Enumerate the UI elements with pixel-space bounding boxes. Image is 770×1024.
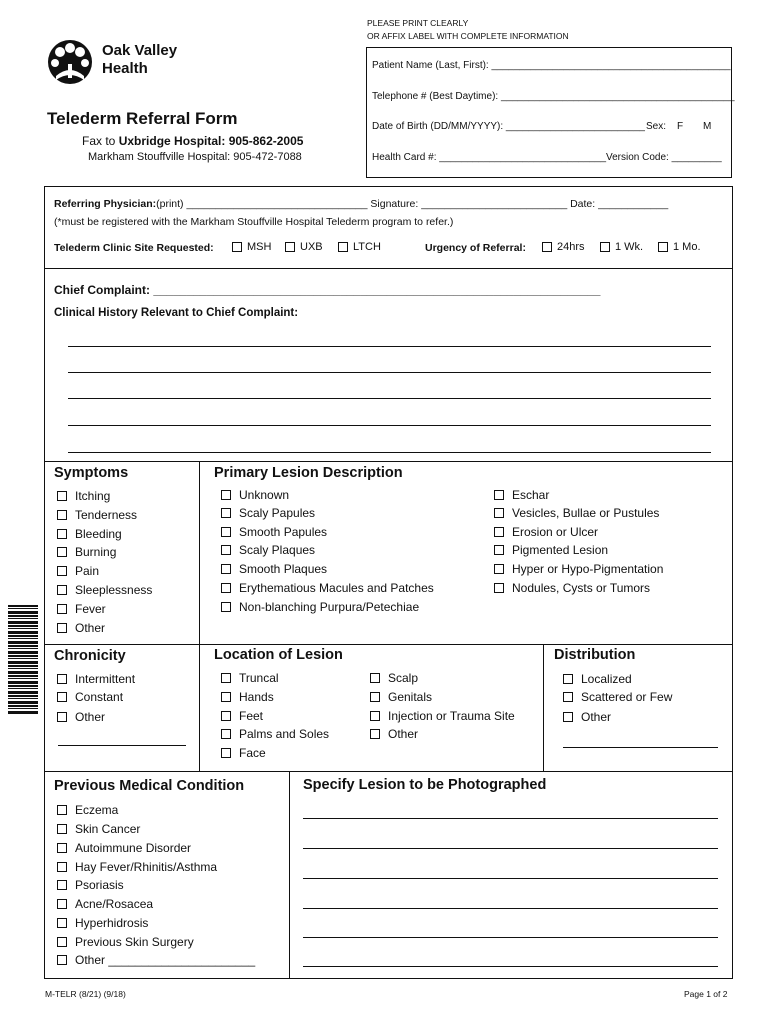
symptom-item[interactable] [57, 527, 122, 541]
lesion-label: Smooth Plaques [239, 562, 328, 576]
logo-line-1: Oak Valley [102, 42, 178, 59]
fax-prefix: Fax to [82, 134, 116, 148]
clinic-site-label: Telederm Clinic Site Requested: [54, 242, 214, 254]
form-title: Telederm Referral Form [47, 109, 238, 128]
referring-physician-label: Referring Physician: [54, 198, 157, 210]
lesion-checkbox[interactable] [221, 583, 231, 593]
lesion-item[interactable] [221, 600, 419, 614]
symptom-checkbox[interactable] [57, 604, 67, 614]
chronicity-label: Constant [75, 690, 124, 704]
symptom-item[interactable] [57, 489, 110, 503]
lesion-label: Scaly Plaques [239, 543, 316, 557]
history-line-1[interactable] [68, 346, 711, 347]
history-item[interactable] [57, 803, 118, 817]
location-item[interactable] [370, 671, 418, 685]
logo-line-2: Health [102, 60, 148, 77]
chronicity-label: Other [75, 710, 106, 724]
symptom-checkbox[interactable] [57, 510, 67, 520]
registration-note: (*must be registered with the Markham Stouffville Hospital Telederm program to refer.) [54, 216, 454, 228]
distribution-label: Localized [581, 672, 632, 686]
site-ltch[interactable] [338, 241, 381, 253]
lesion-checkbox[interactable] [221, 527, 231, 537]
location-checkbox[interactable] [221, 692, 231, 702]
telephone-field[interactable]: Telephone # (Best Daytime): __________________________________________ [372, 91, 735, 102]
distribution-item[interactable] [563, 690, 672, 704]
location-checkbox[interactable] [221, 673, 231, 683]
sex-m[interactable]: M [703, 121, 712, 132]
barcode [8, 605, 38, 715]
history-item[interactable] [57, 953, 255, 967]
distribution-checkbox[interactable] [563, 674, 573, 684]
symptom-label: Bleeding [75, 527, 122, 541]
lesion-checkbox[interactable] [221, 545, 231, 555]
urgency-1wk[interactable] [600, 241, 643, 253]
location-label: Genitals [388, 690, 433, 704]
lesion-item[interactable] [221, 488, 289, 502]
location-label: Truncal [239, 671, 279, 685]
history-checkbox[interactable] [57, 843, 67, 853]
lesion-item[interactable] [221, 525, 327, 539]
location-label: Injection or Trauma Site [388, 709, 515, 723]
symptom-checkbox[interactable] [57, 585, 67, 595]
history-label: Psoriasis [75, 878, 124, 892]
symptom-item[interactable] [57, 583, 152, 597]
version-code-field[interactable]: Version Code: _________ [606, 152, 722, 163]
lesion-label: Scaly Papules [239, 506, 316, 520]
symptom-checkbox[interactable] [57, 491, 67, 501]
location-item[interactable] [370, 727, 418, 741]
distribution-checkbox[interactable] [563, 712, 573, 722]
divider-symptoms-vertical [199, 461, 200, 644]
lesion-item[interactable] [221, 506, 315, 520]
location-item[interactable] [221, 727, 329, 741]
health-card-field[interactable]: Health Card #: ______________________________ [372, 152, 607, 163]
symptom-item[interactable] [57, 602, 106, 616]
urgency-1mo-label: 1 Mo. [673, 241, 701, 253]
history-item[interactable] [57, 841, 191, 855]
lesion-item[interactable] [221, 543, 315, 557]
photo-line-5[interactable] [303, 937, 718, 938]
lesion-checkbox[interactable] [494, 583, 504, 593]
location-checkbox[interactable] [370, 673, 380, 683]
lesion-item[interactable] [494, 506, 659, 520]
referring-physician-fields: (print) _______________________________ Signature: _________________________ Date: ____________ [156, 198, 669, 210]
site-uxb-label: UXB [300, 241, 323, 253]
lesion-checkbox[interactable] [494, 508, 504, 518]
chief-complaint-field[interactable]: Chief Complaint: ___________________________________________________________________ [54, 283, 601, 297]
lesion-item[interactable] [494, 543, 608, 557]
history-line-3[interactable] [68, 398, 711, 399]
divider-distribution-vertical [543, 644, 544, 771]
history-checkbox[interactable] [57, 862, 67, 872]
divider-complaint [44, 461, 733, 462]
symptom-checkbox[interactable] [57, 623, 67, 633]
history-line-4[interactable] [68, 425, 711, 426]
lesion-label: Non-blanching Purpura/Petechiae [239, 600, 420, 614]
urgency-24hrs-label: 24hrs [557, 241, 585, 253]
chronicity-other-line[interactable] [58, 745, 186, 746]
divider-chronicity-vertical [199, 644, 200, 771]
history-label: Acne/Rosacea [75, 897, 154, 911]
symptom-label: Itching [75, 489, 111, 503]
history-item[interactable] [57, 822, 140, 836]
history-checkbox[interactable] [57, 805, 67, 815]
symptom-item[interactable] [57, 564, 99, 578]
clinical-history-label: Clinical History Relevant to Chief Complaint: [54, 307, 299, 319]
location-item[interactable] [221, 746, 266, 760]
distribution-title: Distribution [554, 647, 636, 663]
location-item[interactable] [370, 709, 515, 723]
chronicity-checkbox[interactable] [57, 692, 67, 702]
location-label: Other [388, 727, 419, 741]
history-checkbox[interactable] [57, 880, 67, 890]
lesion-label: Nodules, Cysts or Tumors [512, 581, 651, 595]
chronicity-title: Chronicity [54, 648, 126, 664]
lesion-item[interactable] [494, 488, 549, 502]
photo-line-6[interactable] [303, 966, 718, 967]
lesion-item[interactable] [221, 581, 434, 595]
photo-line-1[interactable] [303, 818, 718, 819]
lesion-item[interactable] [221, 562, 327, 576]
fax-line-2: Markham Stouffville Hospital: 905-472-7088 [88, 151, 302, 163]
site-ltch-label: LTCH [353, 241, 381, 253]
site-msh[interactable] [232, 241, 271, 253]
lesion-label: Eschar [512, 488, 550, 502]
distribution-checkbox[interactable] [563, 692, 573, 702]
site-msh-label: MSH [247, 241, 272, 253]
history-item[interactable] [57, 897, 153, 911]
symptom-checkbox[interactable] [57, 547, 67, 557]
history-item[interactable] [57, 878, 124, 892]
lesion-label: Smooth Papules [239, 525, 328, 539]
dob-field[interactable]: Date of Birth (DD/MM/YYYY): _________________________ [372, 121, 645, 132]
lesion-label: Pigmented Lesion [512, 543, 609, 557]
location-label: Face [239, 746, 266, 760]
history-label: Hay Fever/Rhinitis/Asthma [75, 860, 218, 874]
lesion-label: Erythematious Macules and Patches [239, 581, 434, 595]
site-uxb[interactable] [285, 241, 323, 253]
lesion-label: Erosion or Ulcer [512, 525, 599, 539]
location-title: Location of Lesion [214, 647, 343, 663]
distribution-item[interactable] [563, 710, 611, 724]
urgency-24hrs[interactable] [542, 241, 585, 253]
history-label: Eczema [75, 803, 119, 817]
history-item[interactable] [57, 916, 148, 930]
history-line-5[interactable] [68, 452, 711, 453]
lesion-checkbox[interactable] [494, 545, 504, 555]
location-item[interactable] [221, 709, 263, 723]
photo-line-3[interactable] [303, 878, 718, 879]
location-label: Hands [239, 690, 274, 704]
lesion-checkbox[interactable] [221, 508, 231, 518]
location-checkbox[interactable] [221, 711, 231, 721]
symptom-checkbox[interactable] [57, 566, 67, 576]
distribution-item[interactable] [563, 672, 632, 686]
sex-label: Sex: [646, 121, 667, 132]
symptoms-title: Symptoms [54, 465, 129, 481]
print-note-2: OR AFFIX LABEL WITH COMPLETE INFORMATION [367, 31, 569, 41]
urgency-1mo[interactable] [658, 241, 701, 253]
symptom-label: Other [75, 621, 106, 635]
photo-line-4[interactable] [303, 908, 718, 909]
location-checkbox[interactable] [221, 729, 231, 739]
distribution-label: Other [581, 710, 612, 724]
history-checkbox[interactable] [57, 937, 67, 947]
history-checkbox[interactable] [57, 824, 67, 834]
divider-referral [44, 268, 733, 269]
urgency-1mo-checkbox[interactable] [658, 242, 668, 252]
location-checkbox[interactable] [370, 711, 380, 721]
page-number: Page 1 of 2 [684, 989, 728, 999]
chronicity-item[interactable] [57, 672, 135, 686]
divider-history-vertical [289, 771, 290, 979]
chronicity-item[interactable] [57, 710, 105, 724]
divider-symptoms [44, 644, 733, 645]
history-label: Previous Skin Surgery [75, 935, 194, 949]
history-checkbox[interactable] [57, 899, 67, 909]
photo-line-2[interactable] [303, 848, 718, 849]
site-ltch-checkbox[interactable] [338, 242, 348, 252]
urgency-1wk-label: 1 Wk. [615, 241, 644, 253]
lesion-checkbox[interactable] [221, 490, 231, 500]
urgency-label: Urgency of Referral: [425, 242, 526, 254]
symptom-item[interactable] [57, 621, 105, 635]
urgency-24hrs-checkbox[interactable] [542, 242, 552, 252]
symptom-item[interactable] [57, 508, 137, 522]
oak-tree-logo-icon [46, 38, 94, 88]
fax-uxbridge: Uxbridge Hospital: 905-862-2005 [118, 134, 304, 148]
history-line-2[interactable] [68, 372, 711, 373]
history-label: Skin Cancer [75, 822, 141, 836]
symptom-checkbox[interactable] [57, 529, 67, 539]
history-checkbox[interactable] [57, 955, 67, 965]
symptom-label: Fever [75, 602, 106, 616]
history-checkbox[interactable] [57, 918, 67, 928]
logo [46, 38, 186, 88]
lesion-item[interactable] [494, 581, 650, 595]
symptom-label: Sleeplessness [75, 583, 153, 597]
location-item[interactable] [370, 690, 432, 704]
location-label: Feet [239, 709, 264, 723]
chronicity-checkbox[interactable] [57, 712, 67, 722]
history-item[interactable] [57, 860, 217, 874]
medical-history-title: Previous Medical Condition [54, 778, 245, 794]
history-label: Other ______________________ [75, 953, 256, 967]
lesion-checkbox[interactable] [494, 527, 504, 537]
distribution-other-line[interactable] [563, 747, 718, 748]
site-uxb-checkbox[interactable] [285, 242, 295, 252]
urgency-1wk-checkbox[interactable] [600, 242, 610, 252]
symptom-label: Pain [75, 564, 100, 578]
location-item[interactable] [221, 690, 274, 704]
lesion-checkbox[interactable] [494, 564, 504, 574]
divider-location [44, 771, 733, 772]
symptom-label: Tenderness [75, 508, 138, 522]
referring-physician-row[interactable] [54, 198, 668, 210]
lesion-checkbox[interactable] [494, 490, 504, 500]
chronicity-label: Intermittent [75, 672, 136, 686]
location-item[interactable] [221, 671, 279, 685]
site-msh-checkbox[interactable] [232, 242, 242, 252]
lesion-checkbox[interactable] [221, 564, 231, 574]
photograph-title: Specify Lesion to be Photographed [303, 777, 547, 793]
location-checkbox[interactable] [370, 729, 380, 739]
lesion-label: Vesicles, Bullae or Pustules [512, 506, 660, 520]
history-item[interactable] [57, 935, 194, 949]
lesion-label: Unknown [239, 488, 290, 502]
form-code: M-TELR (8/21) (9/18) [45, 989, 126, 999]
history-label: Hyperhidrosis [75, 916, 149, 930]
fax-line-1 [82, 134, 303, 148]
symptom-label: Burning [75, 545, 117, 559]
chronicity-checkbox[interactable] [57, 674, 67, 684]
lesion-description-title: Primary Lesion Description [214, 465, 403, 481]
lesion-item[interactable] [494, 562, 663, 576]
location-label: Scalp [388, 671, 419, 685]
symptom-item[interactable] [57, 545, 116, 559]
print-note-1: PLEASE PRINT CLEARLY [367, 18, 469, 28]
patient-name-field[interactable]: Patient Name (Last, First): ___________________________________________ [372, 60, 731, 71]
lesion-checkbox[interactable] [221, 602, 231, 612]
sex-f[interactable]: F [677, 121, 684, 132]
distribution-label: Scattered or Few [581, 690, 673, 704]
location-checkbox[interactable] [370, 692, 380, 702]
chronicity-item[interactable] [57, 690, 123, 704]
history-label: Autoimmune Disorder [75, 841, 192, 855]
location-label: Palms and Soles [239, 727, 330, 741]
location-checkbox[interactable] [221, 748, 231, 758]
lesion-item[interactable] [494, 525, 598, 539]
lesion-label: Hyper or Hypo-Pigmentation [512, 562, 664, 576]
